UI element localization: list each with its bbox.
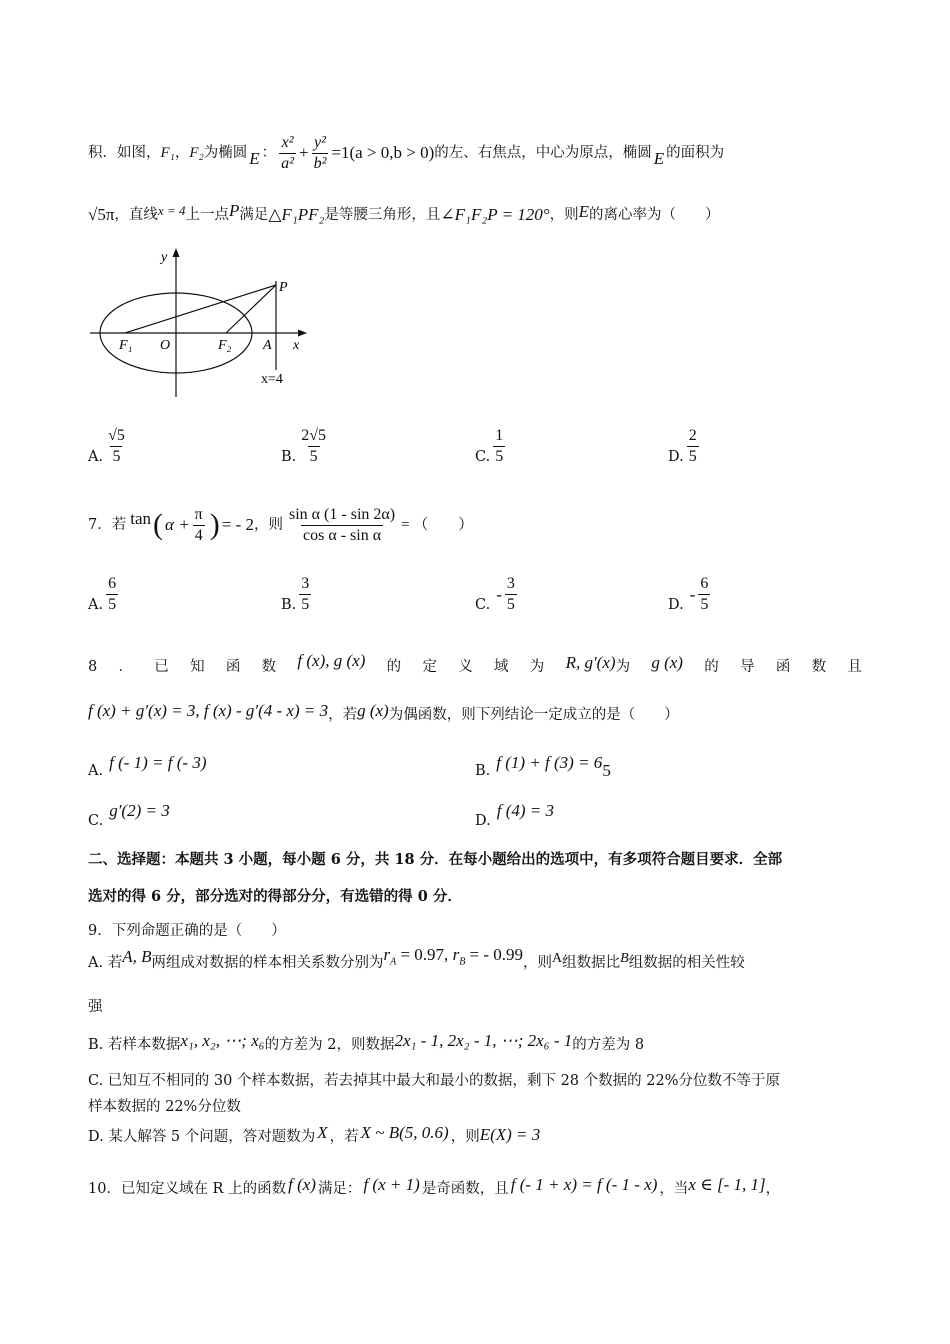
q7-alpha-plus: α + bbox=[165, 515, 190, 534]
section2-line1: 二、选择题：本题共 3 小题，每小题 6 分，共 18 分．在每小题给出的选项中，有多项符合题目要求．全部 bbox=[88, 851, 783, 868]
option-letter: C. bbox=[88, 813, 104, 829]
q8-dot: ． bbox=[118, 659, 134, 675]
option-letter: C. bbox=[475, 448, 491, 465]
q9-d-mid2: ，则 bbox=[450, 1129, 480, 1145]
option-letter: D. bbox=[668, 448, 684, 465]
q8-num: 8 bbox=[88, 659, 98, 675]
q10-interval: x ∈ [- 1, 1] bbox=[688, 1175, 766, 1194]
q8-cond-suffix-a: ，若 bbox=[328, 707, 358, 723]
q6-text-ellipse: 为椭圆 bbox=[203, 145, 248, 161]
q9-a-A: A bbox=[552, 951, 563, 966]
q6-frac-x bbox=[279, 133, 296, 174]
q6-f2: F₂ bbox=[189, 145, 204, 161]
q9-b-post: 的方差为 8 bbox=[572, 1037, 645, 1053]
q7-main-frac bbox=[287, 505, 397, 546]
option-letter: B. bbox=[281, 448, 297, 465]
q7-option-d[interactable] bbox=[668, 574, 713, 615]
q6-line1 bbox=[88, 128, 862, 178]
q8-domain-group bbox=[565, 653, 631, 678]
q9-a-r bbox=[383, 944, 523, 973]
q9-b-data: x₁, x₂, ⋯; x₆ bbox=[180, 1031, 265, 1050]
frac-num: 6 bbox=[700, 575, 709, 592]
q6-option-d[interactable] bbox=[668, 426, 702, 467]
q9-option-a-line2: 强 bbox=[88, 999, 103, 1015]
q7-frac-num: sin α (1 - sin 2α) bbox=[289, 505, 396, 523]
q10-fx: f (x) bbox=[288, 1175, 316, 1194]
q6-triangle: △F₁PF₂ bbox=[268, 205, 325, 224]
q6-line1-end: 的面积为 bbox=[666, 145, 725, 161]
segment-F1P bbox=[125, 285, 276, 333]
option-sign: - bbox=[689, 584, 696, 604]
q8-option-d[interactable] bbox=[475, 800, 554, 829]
q8-char: 且 bbox=[847, 659, 862, 675]
q6-f1: F₁ bbox=[160, 145, 175, 161]
q9-b-data2: 2x₁ - 1, 2x₂ - 1, ⋯; 2x₆ - 1 bbox=[394, 1031, 573, 1050]
q6-frac-x-num: x² bbox=[281, 133, 294, 151]
q8-char: 定 bbox=[422, 659, 437, 675]
label-A: A bbox=[263, 338, 272, 353]
frac-den: 5 bbox=[688, 448, 697, 465]
q9-a-rA: r bbox=[383, 945, 391, 965]
x-axis-arrow bbox=[298, 330, 307, 337]
option-letter: D. bbox=[475, 813, 491, 829]
q6-frac-y-den: b² bbox=[313, 154, 327, 172]
q9-d-dist: X ~ B(5, 0.6) bbox=[360, 1123, 449, 1142]
section2-line2: 选对的得 6 分，部分选对的得部分分，有选错的得 0 分． bbox=[88, 888, 462, 905]
q9-a-rA-val: = 0.97, bbox=[400, 945, 449, 965]
q9-d-pre: D. 某人解答 5 个问题，答对题数为 bbox=[88, 1129, 316, 1145]
option-letter: A. bbox=[88, 596, 104, 613]
q6-prefix: 积．如图， bbox=[88, 145, 161, 161]
q9-a-post2: 组数据比 bbox=[562, 955, 621, 971]
q8-domain: R, g′(x) bbox=[565, 653, 616, 672]
frac-den: 5 bbox=[506, 596, 515, 613]
q9-a-pre: A. 若 bbox=[88, 955, 123, 971]
q10-mid1: 满足： bbox=[317, 1181, 362, 1197]
q7-pi-frac bbox=[193, 505, 205, 546]
q6-comma: ， bbox=[174, 145, 190, 161]
q8-gx2: g (x) bbox=[357, 701, 389, 720]
q8-char: 函 bbox=[225, 659, 241, 675]
frac-num: 2 bbox=[688, 427, 697, 444]
option-frac bbox=[493, 426, 505, 467]
q9-stem: 9．下列命题正确的是（ ） bbox=[88, 923, 286, 939]
q6-line1-suffix: 的左、右焦点，中心为原点，椭圆 bbox=[434, 145, 652, 161]
frac-den: 5 bbox=[495, 448, 504, 465]
q6-eq-rest: =1(a > 0,b > 0) bbox=[331, 143, 435, 162]
q7-prefix: 7．若 bbox=[88, 517, 127, 533]
q8-option-b[interactable] bbox=[475, 752, 611, 780]
option-sign: - bbox=[496, 584, 502, 604]
q6-E2: E bbox=[653, 149, 665, 168]
q8-char: 函 bbox=[775, 659, 791, 675]
option-letter: B. bbox=[475, 763, 491, 779]
option-frac bbox=[698, 574, 710, 615]
label-O: O bbox=[160, 338, 171, 353]
q6-colon: ： bbox=[261, 145, 277, 161]
frac-num: 3 bbox=[506, 575, 515, 592]
q7-then: ，则 bbox=[254, 517, 283, 533]
q8-char: 义 bbox=[458, 659, 473, 675]
frac-den: 5 bbox=[301, 596, 310, 613]
q6-line2-d: 是等腰三角形，且 bbox=[324, 207, 441, 223]
q8-option-c[interactable] bbox=[88, 800, 170, 829]
q8-char: 的 bbox=[386, 659, 402, 675]
option-letter: D. bbox=[668, 596, 684, 613]
q8-funcs: f (x), g (x) bbox=[297, 651, 366, 670]
q8-line2 bbox=[88, 698, 862, 732]
q6-E: E bbox=[249, 149, 260, 168]
label-x: x bbox=[293, 338, 300, 353]
q6-option-a[interactable] bbox=[88, 426, 130, 467]
q8-char: 知 bbox=[190, 659, 205, 675]
q9-a-B: B bbox=[620, 951, 629, 966]
q6-line2-a: ，直线 bbox=[114, 207, 158, 223]
q7-lparen: ( bbox=[153, 508, 164, 541]
q9-a-rB: r bbox=[452, 945, 460, 965]
ellipse-figure bbox=[85, 245, 315, 400]
q8-char: 域 bbox=[494, 659, 509, 675]
frac-num: 6 bbox=[108, 575, 117, 592]
q8-char: 已 bbox=[154, 659, 169, 675]
q6-E3: E bbox=[578, 202, 589, 221]
option-frac bbox=[299, 426, 328, 467]
q8-cond-suffix-b: 为偶函数，则下列结论一定成立的是（ ） bbox=[388, 707, 679, 723]
option-frac bbox=[299, 574, 311, 615]
label-P: P bbox=[279, 280, 288, 295]
q7-four: 4 bbox=[194, 526, 203, 544]
q8-char: 的 bbox=[704, 659, 719, 675]
q6-line2-b: 上一点 bbox=[185, 207, 229, 223]
q8-gx: g (x) bbox=[651, 653, 683, 672]
q7-stem bbox=[88, 498, 862, 552]
q9-a-AB: A, B bbox=[122, 947, 152, 966]
q6-line-eq: x = 4 bbox=[157, 203, 186, 218]
q6-line2-c: 满足 bbox=[239, 207, 269, 223]
q7-pi: π bbox=[194, 505, 203, 523]
q9-b-mid: 的方差为 2，则数据 bbox=[264, 1037, 395, 1053]
option-letter: A. bbox=[88, 763, 104, 779]
label-F1: F₁ bbox=[119, 338, 133, 353]
q6-angle: ∠F₁F₂P = 120° bbox=[440, 205, 550, 224]
frac-den: 5 bbox=[700, 596, 709, 613]
option-trail: 5 bbox=[602, 761, 611, 780]
q10-sym: f (- 1 + x) = f (- 1 - x) bbox=[510, 1175, 658, 1194]
q9-d-X: X bbox=[317, 1123, 328, 1142]
option-expr: f (- 1) = f (- 3) bbox=[109, 753, 207, 772]
q6-area: √5π bbox=[88, 205, 115, 224]
q6-line2-e: ，则 bbox=[549, 207, 579, 223]
q7-frac-den: cos α - sin α bbox=[303, 526, 382, 544]
option-letter: B. bbox=[281, 596, 297, 613]
q6-option-b[interactable] bbox=[281, 426, 331, 467]
q10-end: ， bbox=[765, 1181, 781, 1197]
q9-option-c-line1[interactable]: C. 已知互不相同的 30 个样本数据，若去掉其中最大和最小的数据，剩下 28 个数据的 22%分位数不等于原 bbox=[88, 1073, 780, 1089]
label-line-x4: x=4 bbox=[261, 372, 283, 387]
q8-cond: f (x) + g′(x) = 3, f (x) - g′(4 - x) = 3 bbox=[88, 701, 329, 720]
frac-num: 2√5 bbox=[301, 427, 327, 444]
frac-num: √5 bbox=[108, 427, 125, 444]
q7-tan: tan bbox=[130, 509, 152, 528]
q9-option-c-line2: 样本数据的 22%分位数 bbox=[88, 1099, 241, 1115]
frac-num: 3 bbox=[301, 575, 310, 592]
q9-a-post1: ，则 bbox=[523, 955, 553, 971]
q7-option-a[interactable] bbox=[88, 574, 121, 615]
q6-frac-x-den: a² bbox=[281, 154, 294, 172]
q8-option-a[interactable] bbox=[88, 752, 207, 779]
q10-fx1: f (x + 1) bbox=[363, 1175, 420, 1194]
q9-b-pre: B. 若样本数据 bbox=[88, 1037, 181, 1053]
q8-char: 数 bbox=[811, 659, 827, 675]
q9-option-a[interactable] bbox=[88, 946, 862, 980]
q9-d-mid: ，若 bbox=[329, 1129, 359, 1145]
q10-mid2: 是奇函数，且 bbox=[421, 1181, 509, 1197]
q9-a-rA-sub: A bbox=[390, 956, 397, 968]
q9-a-post3: 组数据的相关性较 bbox=[628, 955, 745, 971]
q6-frac-y bbox=[312, 133, 329, 174]
option-frac bbox=[687, 426, 699, 467]
frac-den: 5 bbox=[112, 448, 121, 465]
q6-line2 bbox=[88, 200, 862, 230]
q6-option-c[interactable] bbox=[475, 426, 508, 467]
q6-frac-y-num: y² bbox=[314, 133, 326, 151]
option-expr: f (4) = 3 bbox=[496, 801, 554, 820]
q9-d-exp: E(X) = 3 bbox=[479, 1125, 541, 1144]
q9-a-rB-sub: B bbox=[459, 956, 466, 968]
option-expr: f (1) + f (3) = 6 bbox=[496, 753, 603, 772]
y-axis-arrow bbox=[173, 248, 180, 257]
q10-stem bbox=[88, 1172, 862, 1206]
q6-P: P bbox=[228, 201, 240, 220]
q6-plus: + bbox=[298, 143, 309, 162]
frac-den: 5 bbox=[108, 596, 117, 613]
q8-wei: 为 bbox=[615, 659, 631, 675]
q7-option-c[interactable] bbox=[475, 574, 520, 615]
frac-num: 1 bbox=[495, 427, 504, 444]
label-F2: F₂ bbox=[218, 338, 232, 353]
q8-char: 数 bbox=[261, 659, 277, 675]
q10-mid3: ，当 bbox=[659, 1181, 689, 1197]
q9-a-mid: 两组成对数据的样本相关系数分别为 bbox=[151, 955, 384, 971]
q8-char: 导 bbox=[740, 659, 755, 675]
q10-pre: 10．已知定义域在 R 上的函数 bbox=[88, 1181, 287, 1197]
option-expr: g′(2) = 3 bbox=[109, 801, 170, 820]
option-frac bbox=[106, 426, 127, 467]
option-letter: C. bbox=[475, 596, 491, 613]
label-y: y bbox=[161, 250, 168, 265]
q9-a-rB-val: = - 0.99 bbox=[469, 945, 524, 965]
q7-rparen: ) bbox=[209, 508, 220, 541]
q9-option-d[interactable] bbox=[88, 1122, 862, 1152]
q6-line2-f: 的离心率为（ ） bbox=[588, 207, 720, 223]
q9-option-b[interactable] bbox=[88, 1030, 862, 1060]
option-letter: A. bbox=[88, 448, 104, 465]
q8-char: 为 bbox=[529, 659, 545, 675]
q7-option-b[interactable] bbox=[281, 574, 314, 615]
q7-equals-paren: = （ ） bbox=[401, 517, 474, 533]
option-frac bbox=[505, 574, 517, 615]
frac-den: 5 bbox=[309, 448, 318, 465]
option-frac bbox=[106, 574, 118, 615]
q7-eq-minus2: = - 2 bbox=[221, 515, 254, 534]
q8-line1 bbox=[88, 650, 862, 684]
